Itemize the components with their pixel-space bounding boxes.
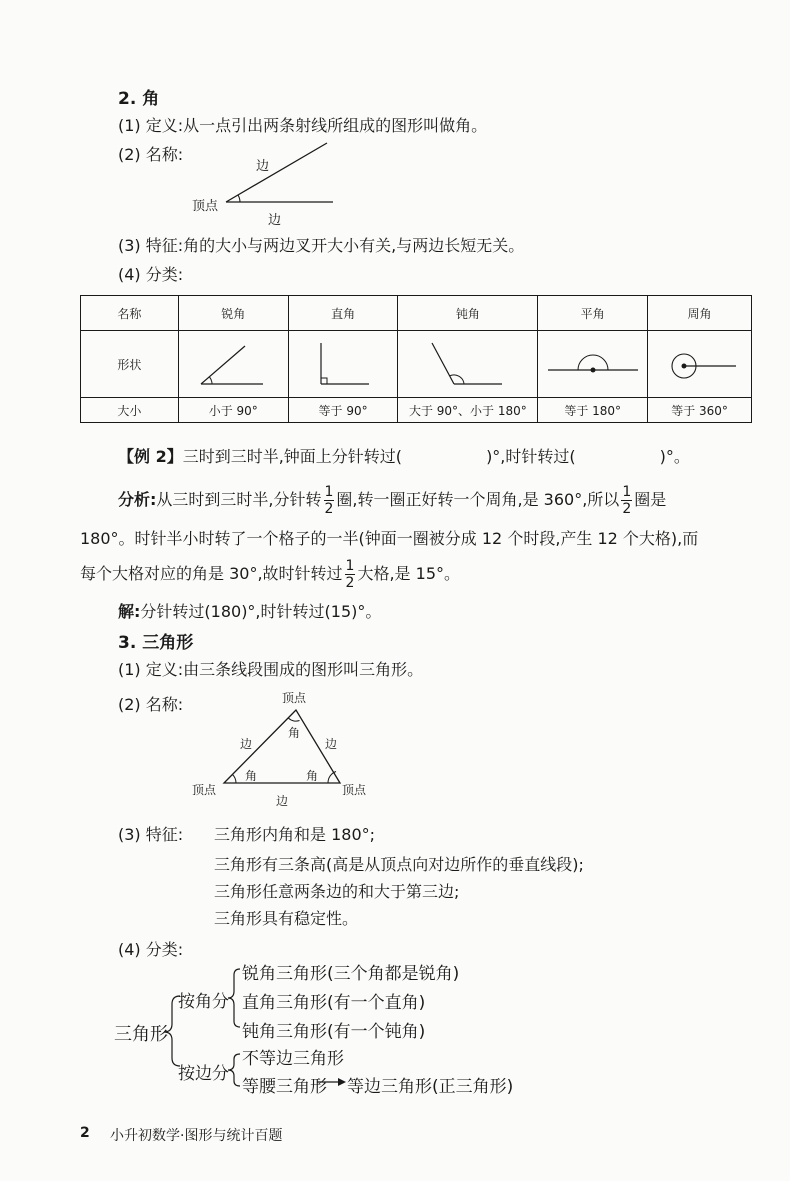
triangle-feature-item: 三角形内角和是 180°; <box>214 825 376 844</box>
analysis-text: 圈,转一圈正好转一个周角,是 360°,所以 <box>336 490 620 509</box>
brace-by-angle <box>228 969 240 1027</box>
angle-definition: (1) 定义:从一点引出两条射线所组成的图形叫做角。 <box>118 116 488 135</box>
triangle-right-side-label: 边 <box>325 737 338 751</box>
tree-leaf: 钝角三角形(有一个钝角) <box>242 1022 426 1042</box>
table-cell: 等于 180° <box>538 398 648 423</box>
example-text-b: )°,时针转过( <box>486 447 576 466</box>
solution-label: 解: <box>118 602 141 621</box>
tree-branch-by-side: 按边分 <box>178 1064 229 1084</box>
section-title: 三角形 <box>142 633 194 653</box>
row-header: 形状 <box>81 331 179 398</box>
angle-feature: (3) 特征:角的大小与两边叉开大小有关,与两边长短无关。 <box>118 236 525 255</box>
row-header: 名称 <box>81 296 179 331</box>
fraction-denominator: 2 <box>324 501 334 517</box>
tree-leaf: 锐角三角形(三个角都是锐角) <box>242 964 460 984</box>
angle-side-label-upper: 边 <box>256 159 270 174</box>
fraction-numerator: 1 <box>345 558 355 574</box>
triangle-naming: (2) 名称: <box>118 695 184 714</box>
table-cell: 大于 90°、小于 180° <box>398 398 538 423</box>
analysis-line-2: 180°。时针半小时转了一个格子的一半(钟面一圈被分成 12 个时段,产生 12 个大格),而 <box>80 529 699 548</box>
table-cell: 直角 <box>288 296 398 331</box>
angle-naming: (2) 名称: <box>118 145 184 164</box>
table-cell: 周角 <box>648 296 752 331</box>
tree-branch-by-angle: 按角分 <box>178 992 229 1012</box>
example-label: 【例 2】 <box>118 447 183 466</box>
table-cell: 等于 360° <box>648 398 752 423</box>
angle-classify: (4) 分类: <box>118 265 184 284</box>
angle-vertex-label: 顶点 <box>192 199 219 214</box>
triangle-top-angle-label: 角 <box>288 726 301 740</box>
table-cell: 平角 <box>538 296 648 331</box>
triangle-left-side-label: 边 <box>240 737 253 751</box>
solution-text: 分针转过(180)°,时针转过(15)°。 <box>140 602 382 621</box>
tree-arrow-head <box>338 1078 346 1086</box>
fraction-denominator: 2 <box>345 575 355 591</box>
table-cell: 小于 90° <box>178 398 288 423</box>
analysis-text: 大格,是 15°。 <box>357 564 461 583</box>
triangle-feature-item: 三角形有三条高(高是从顶点向对边所作的垂直线段); <box>214 855 584 874</box>
page-number: 2 <box>80 1125 90 1141</box>
triangle-classify: (4) 分类: <box>118 940 184 959</box>
triangle-right-angle-label: 角 <box>306 769 319 783</box>
fraction-numerator: 1 <box>622 484 632 500</box>
table-cell: 钝角 <box>398 296 538 331</box>
angle-side-label-lower: 边 <box>268 213 282 228</box>
analysis-text: 从三时到三时半,分针转 <box>156 490 322 509</box>
brace-by-side <box>228 1054 240 1086</box>
tree-leaf: 等腰三角形 <box>242 1077 327 1097</box>
triangle-feature-item: 三角形具有稳定性。 <box>214 909 359 928</box>
table-cell: 等于 90° <box>288 398 398 423</box>
section-number: 3. <box>118 633 137 653</box>
section-number: 2. <box>118 89 137 109</box>
fraction-numerator: 1 <box>324 484 334 500</box>
analysis-text: 圈是 <box>634 490 667 509</box>
triangle-left-angle-label: 角 <box>245 769 258 783</box>
analysis-text: 每个大格对应的角是 30°,故时针转过 <box>80 564 343 583</box>
triangle-right-vertex-label: 顶点 <box>342 783 367 797</box>
book-title: 小升初数学·图形与统计百题 <box>110 1128 283 1144</box>
row-header: 大小 <box>81 398 179 423</box>
table-cell: 锐角 <box>178 296 288 331</box>
tree-leaf: 不等边三角形 <box>242 1049 344 1069</box>
triangle-feature-label: (3) 特征: <box>118 825 184 844</box>
section-title: 角 <box>142 89 160 109</box>
analysis-label: 分析: <box>118 490 157 509</box>
triangle-top-vertex-label: 顶点 <box>282 691 307 705</box>
triangle-definition: (1) 定义:由三条线段围成的图形叫三角形。 <box>118 660 424 679</box>
tree-leaf: 等边三角形(正三角形) <box>347 1077 514 1097</box>
example-text-a: 三时到三时半,钟面上分针转过( <box>182 447 403 466</box>
tree-leaf: 直角三角形(有一个直角) <box>242 993 426 1013</box>
fraction-denominator: 2 <box>622 501 632 517</box>
triangle-feature-item: 三角形任意两条边的和大于第三边; <box>214 882 460 901</box>
triangle-bottom-side-label: 边 <box>276 794 289 808</box>
triangle-left-vertex-label: 顶点 <box>192 783 217 797</box>
example-text-c: )°。 <box>659 447 690 466</box>
tree-root-label: 三角形 <box>114 1024 168 1045</box>
